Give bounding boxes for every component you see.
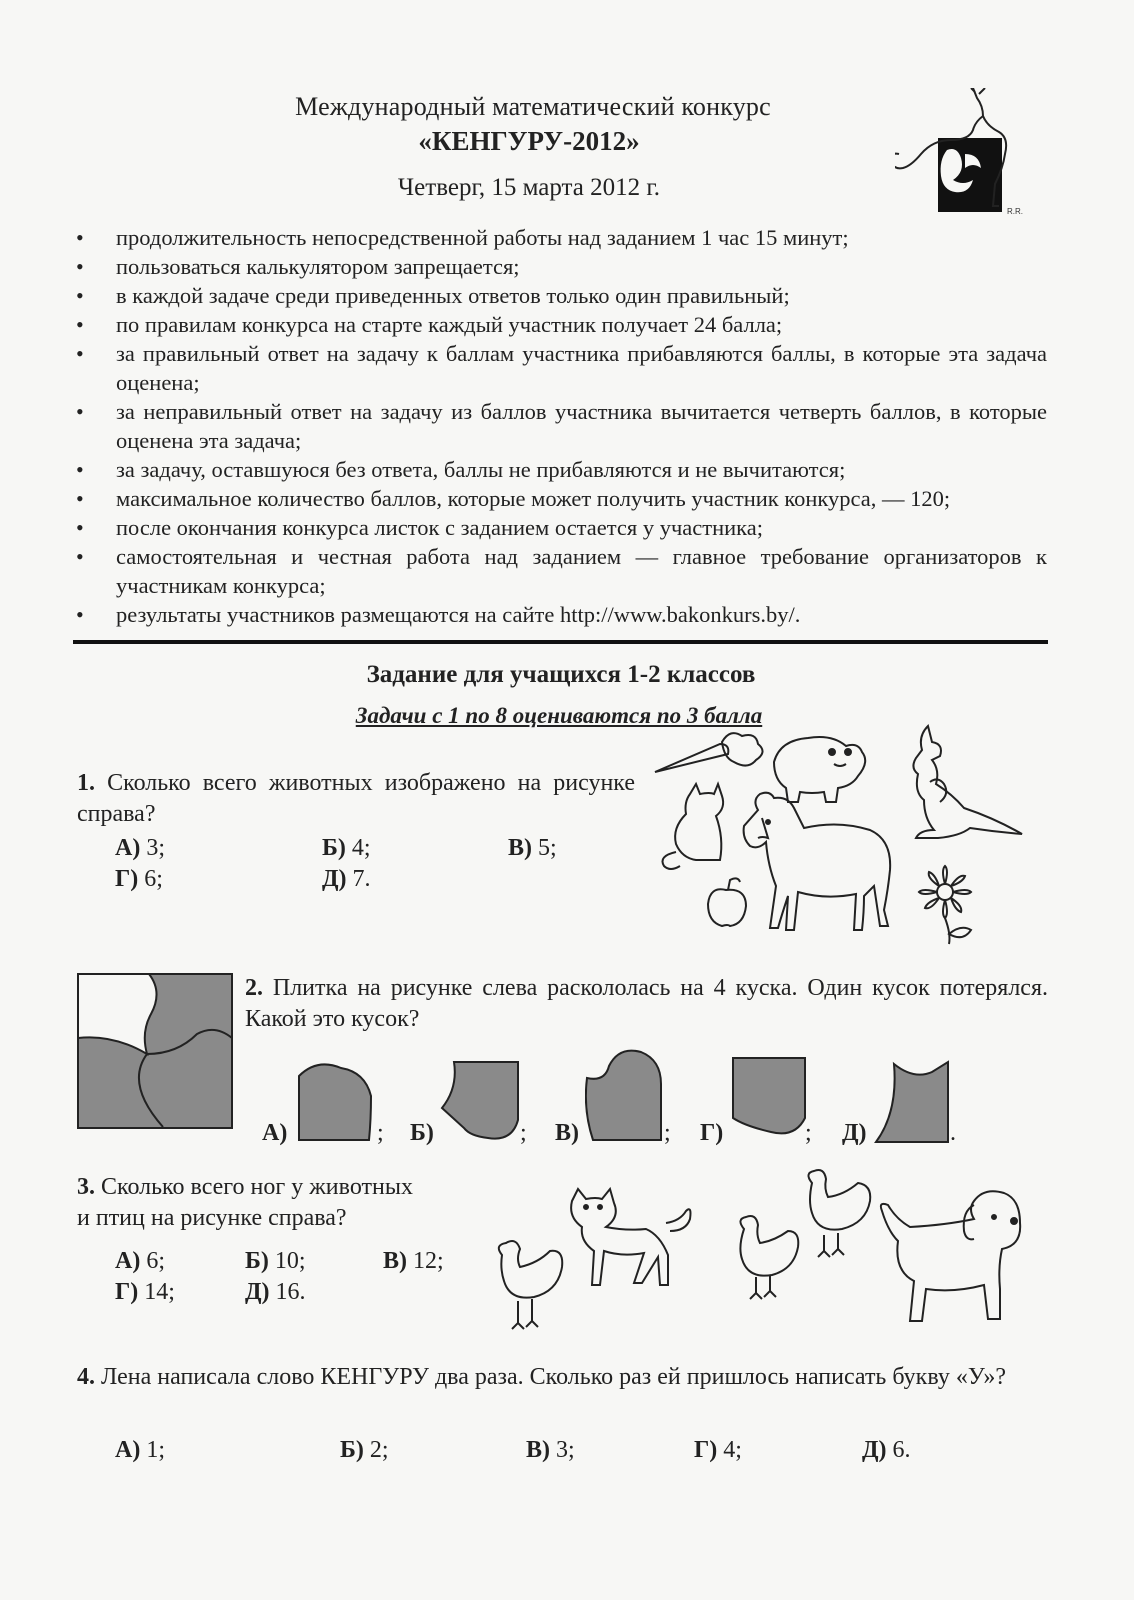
question-text: Сколько всего ног у животных <box>101 1174 413 1200</box>
rule-item: • в каждой задаче среди приведенных ответов только один правильный; <box>72 281 1047 310</box>
question-number: 2. <box>245 975 263 1001</box>
animals-legs-picture <box>488 1165 1048 1340</box>
piece-d-shape <box>731 1056 809 1140</box>
answer-option[interactable]: Б) 10; <box>245 1248 306 1274</box>
answer-option[interactable]: Г) 4; <box>694 1437 742 1463</box>
contest-name: «КЕНГУРУ-2012» <box>418 126 640 156</box>
rule-item: • за задачу, оставшуюся без ответа, баллы не прибавляются и не вычитаются; <box>72 455 1047 484</box>
question-number: 1. <box>77 770 95 796</box>
answer-option[interactable]: В) 5; <box>508 835 557 861</box>
contest-date: Четверг, 15 марта 2012 г. <box>397 174 661 201</box>
answer-separator: ; <box>377 1120 384 1146</box>
answer-separator: ; <box>664 1120 671 1146</box>
hen-icon <box>740 1216 798 1299</box>
answer-option[interactable]: Г) 6; <box>115 866 163 892</box>
hen-icon <box>808 1170 870 1257</box>
question-text: Сколько всего животных изображено на рисунке справа? <box>77 770 636 827</box>
answer-option[interactable]: А) 1; <box>115 1437 165 1463</box>
kangaroo-icon <box>913 726 1022 838</box>
answer-option[interactable]: Б) 2; <box>340 1437 389 1463</box>
question-4 <box>77 1362 1048 1393</box>
rule-item: • за неправильный ответ на задачу из баллов участника вычитается четверть баллов, в которые оценена эта задача; <box>72 397 1047 455</box>
answer-option[interactable]: В) 3; <box>526 1437 575 1463</box>
answer-option[interactable]: А) <box>262 1120 288 1146</box>
question-text: Плитка на рисунке слева раскололась на 4 куска. Один кусок потерялся. Какой это кусок? <box>245 975 1048 1032</box>
answer-option[interactable]: А) 6; <box>115 1248 165 1274</box>
answer-option[interactable]: Б) 4; <box>322 835 371 861</box>
logo-initials: R.R. <box>1007 207 1023 216</box>
answer-separator: . <box>950 1120 956 1146</box>
hen-icon <box>499 1241 562 1329</box>
piece-a-shape <box>293 1062 377 1142</box>
cat-icon <box>571 1189 690 1285</box>
section-title: Задание для учащихся 1-2 классов <box>366 661 756 688</box>
rule-item: • по правилам конкурса на старте каждый участник получает 24 балла; <box>72 310 1047 339</box>
question-text: Лена написала слово КЕНГУРУ два раза. Сколько раз ей пришлось написать букву «У»? <box>101 1364 1006 1390</box>
rule-item: • пользоваться калькулятором запрещается; <box>72 252 1047 281</box>
piece-c-shape <box>585 1048 667 1142</box>
rules-list <box>72 223 1047 629</box>
answer-option[interactable]: Г) <box>700 1120 724 1146</box>
answer-option[interactable]: В) <box>555 1120 579 1146</box>
rule-item: • максимальное количество баллов, которые может получить участник конкурса, — 120; <box>72 484 1047 513</box>
answer-option[interactable]: Б) <box>410 1120 434 1146</box>
rule-item: • самостоятельная и честная работа над заданием — главное требование организаторов к участникам конкурса; <box>72 542 1047 600</box>
contest-title: Международный математический конкурс <box>295 92 771 121</box>
section-divider <box>73 640 1048 644</box>
rule-item: • за правильный ответ на задачу к баллам участника прибавляются баллы, в которые эта задача оценена; <box>72 339 1047 397</box>
apple-icon <box>708 878 746 926</box>
answer-option[interactable]: А) 3; <box>115 835 165 861</box>
answer-separator: ; <box>520 1120 527 1146</box>
question-number: 4. <box>77 1364 95 1390</box>
answer-separator: ; <box>805 1120 812 1146</box>
animals-picture <box>650 722 1050 962</box>
question-1 <box>77 768 635 830</box>
piece-e-shape <box>874 1060 952 1144</box>
answer-option[interactable]: Д) 16. <box>245 1279 306 1305</box>
answer-option[interactable]: В) 12; <box>383 1248 444 1274</box>
dog-icon <box>881 1191 1020 1321</box>
answer-option[interactable]: Д) 7. <box>322 866 371 892</box>
section-subtitle: Задачи с 1 по 8 оцениваются по 3 балла <box>355 703 763 728</box>
question-2 <box>245 973 1048 1035</box>
rule-item: • результаты участников размещаются на сайте http://www.bakonkurs.by/. <box>72 600 1047 629</box>
question-number: 3. <box>77 1174 95 1200</box>
answer-option[interactable]: Г) 14; <box>115 1279 175 1305</box>
cat-icon <box>663 784 724 869</box>
rule-item: • после окончания конкурса листок с заданием остается у участника; <box>72 513 1047 542</box>
answer-option[interactable]: Д) 6. <box>862 1437 911 1463</box>
answer-option[interactable]: Д) <box>842 1120 867 1146</box>
question-text: и птиц на рисунке справа? <box>77 1205 347 1231</box>
carrot-icon <box>655 733 763 772</box>
piece-b-shape <box>440 1060 522 1144</box>
kangaroo-logo <box>895 88 1055 220</box>
dog-icon <box>774 737 865 802</box>
broken-tile-figure <box>77 973 233 1129</box>
flower-icon <box>919 866 971 944</box>
horse-icon <box>744 793 891 930</box>
question-3 <box>77 1172 477 1234</box>
rule-item: • продолжительность непосредственной работы над заданием 1 час 15 минут; <box>72 223 1047 252</box>
